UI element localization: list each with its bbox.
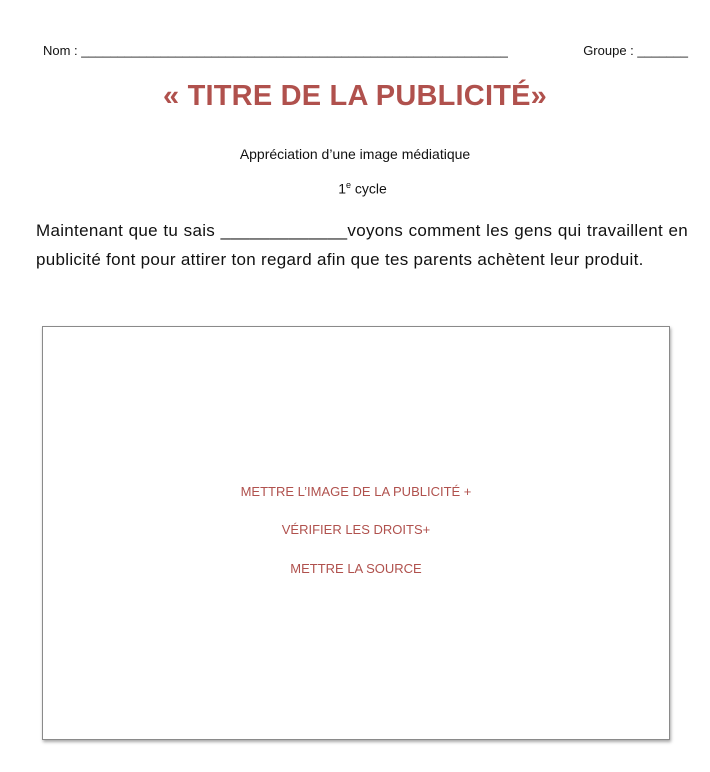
cycle-number: 1 [338, 180, 346, 197]
image-placeholder-box[interactable] [42, 326, 670, 740]
placeholder-line-add-source: METTRE LA SOURCE [290, 561, 422, 576]
page-subtitle: Appréciation d’une image médiatique [239, 146, 471, 162]
placeholder-line-insert-image: METTRE L’IMAGE DE LA PUBLICITÉ + [240, 484, 472, 499]
header-fields [43, 43, 688, 58]
cycle-level [0, 180, 710, 197]
group-field[interactable]: Groupe : _______ [583, 43, 688, 58]
cycle-superscript: e [345, 180, 351, 190]
placeholder-line-check-rights: VÉRIFIER LES DROITS+ [281, 522, 431, 537]
intro-paragraph: Maintenant que tu sais _____________voyons comment les gens qui travaillent en publicité font pour attirer ton regard afin que tes parents achètent leur produit. [36, 221, 688, 269]
cycle-label: cycle [351, 180, 387, 197]
name-field[interactable]: Nom : ___________________________________________________________ [43, 43, 508, 58]
page-title: « TITRE DE LA PUBLICITÉ» [163, 80, 547, 112]
